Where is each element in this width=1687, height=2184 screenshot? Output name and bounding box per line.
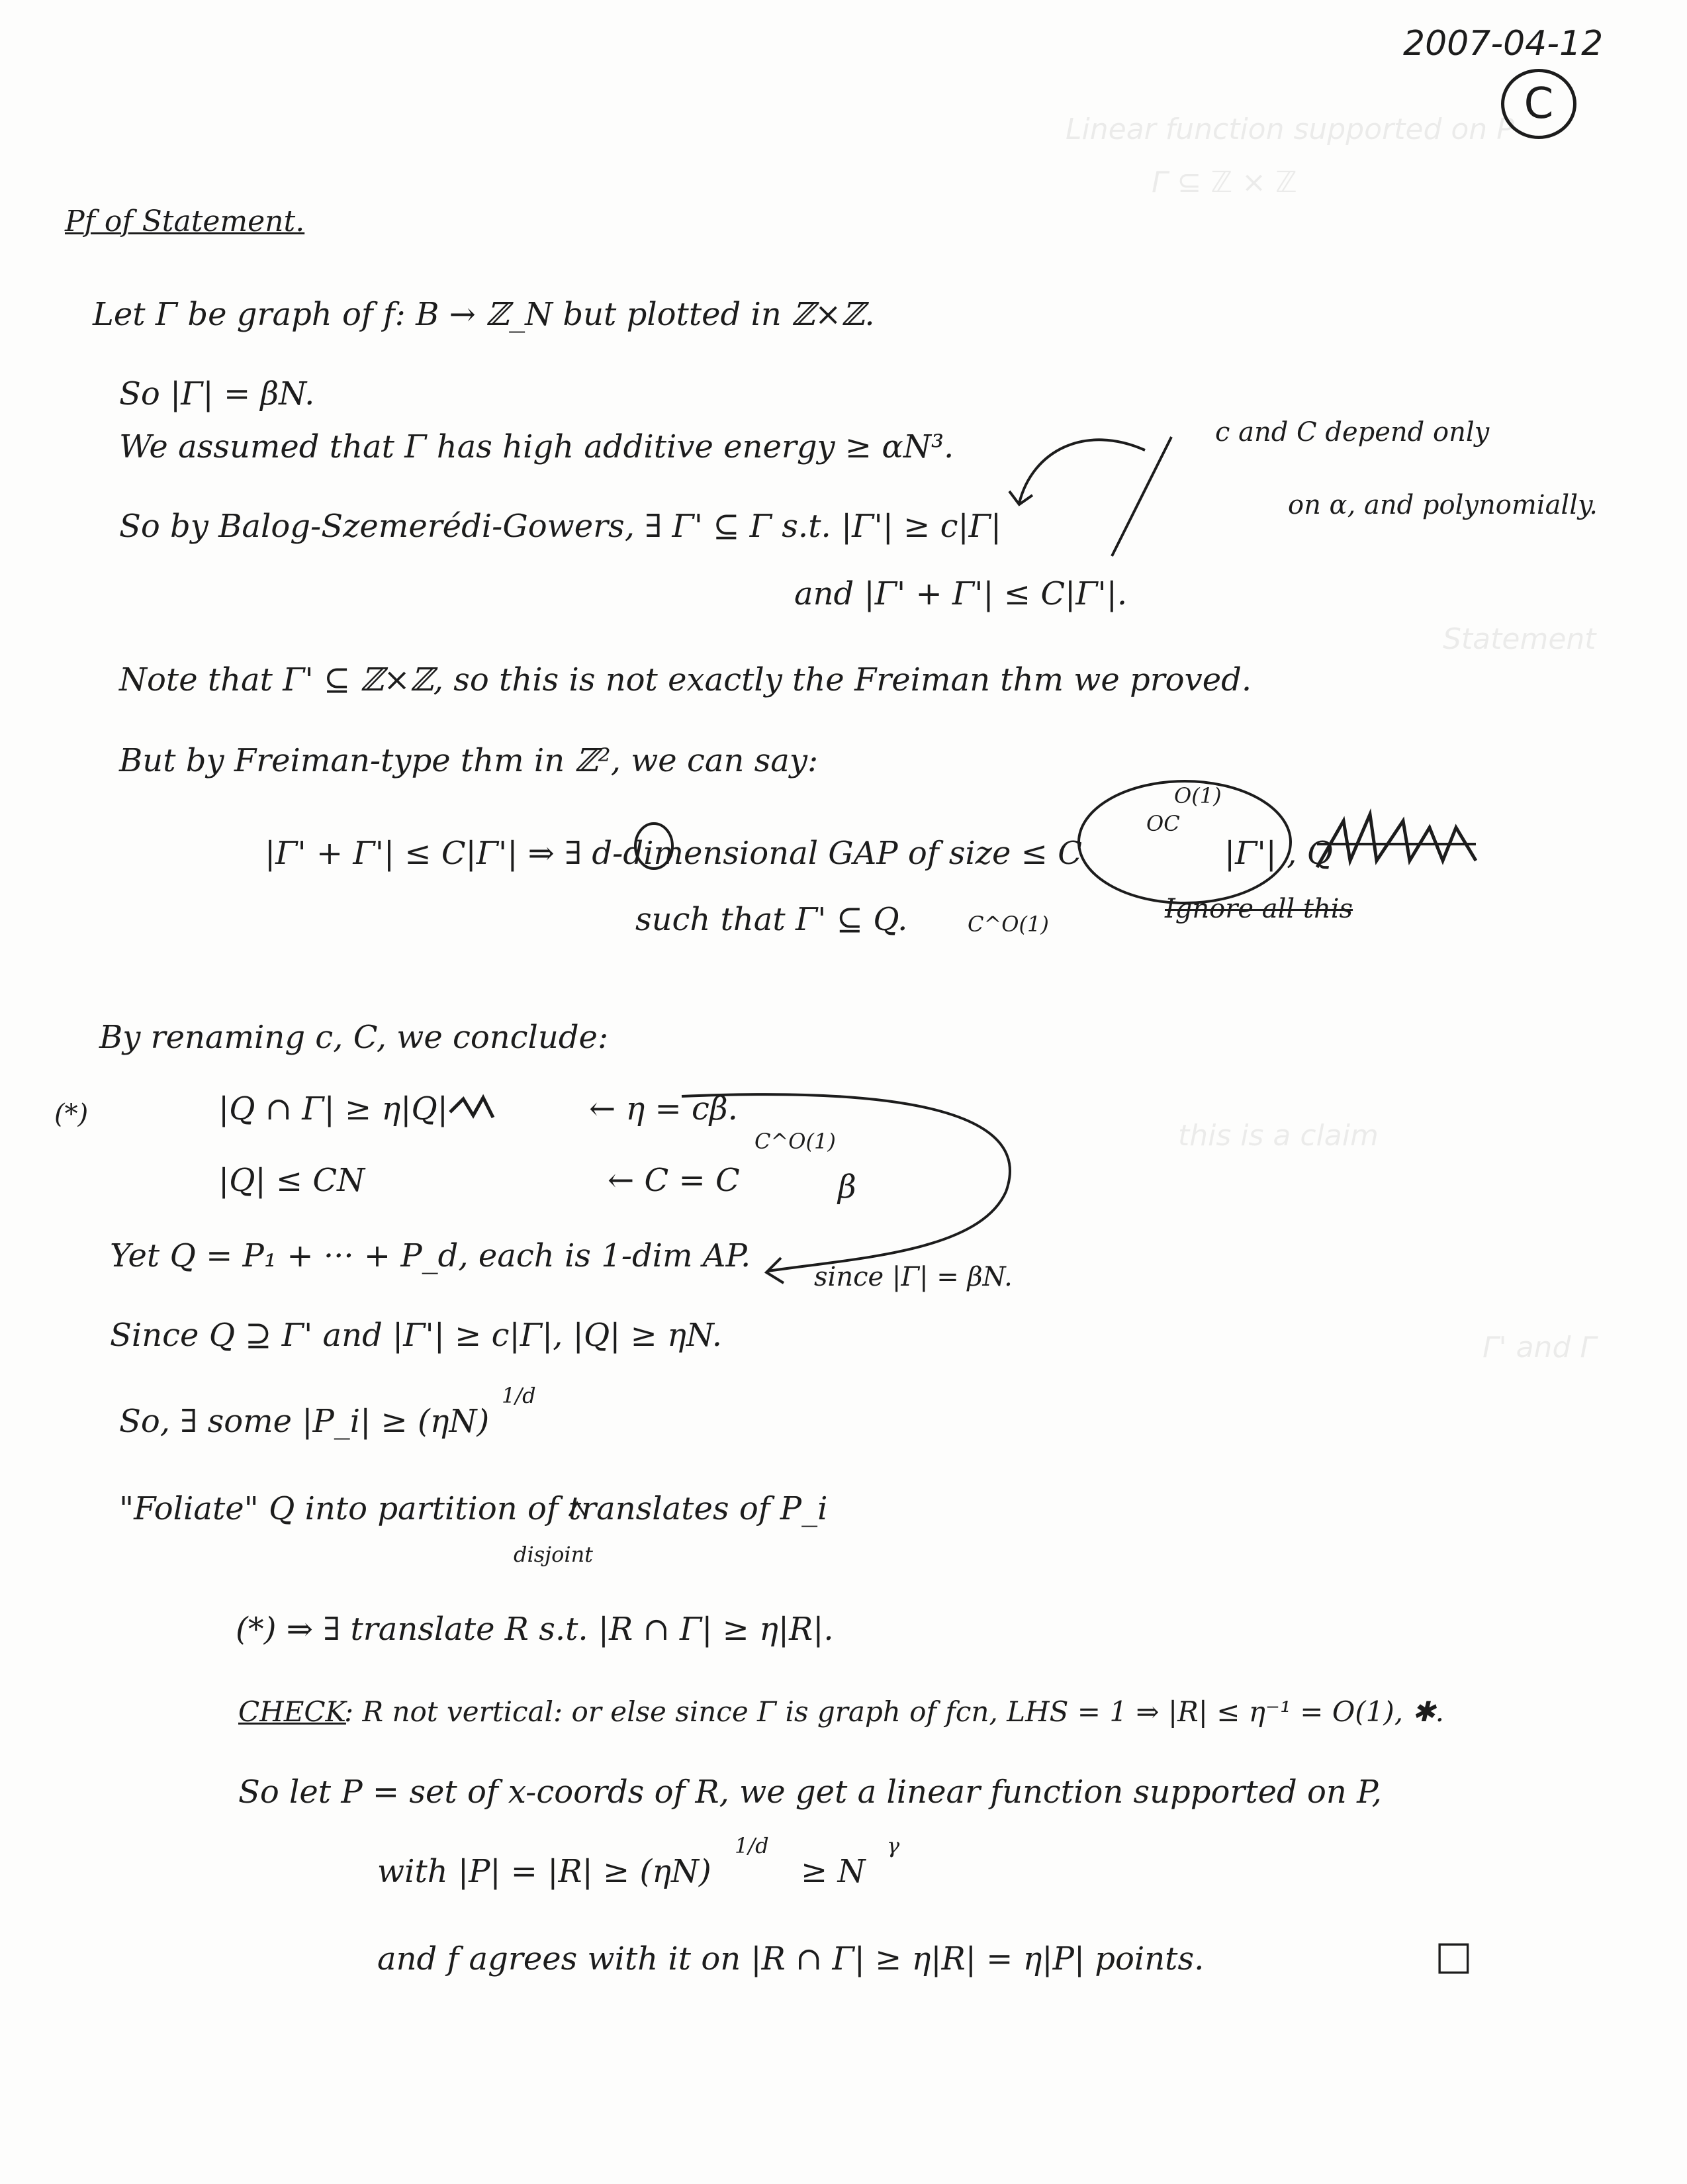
side-note: on α, and polynomially. xyxy=(1288,490,1598,520)
proof-line: So, ∃ some |P_i| ≥ (ηN) xyxy=(119,1403,490,1440)
bleed-text: Γ' and Γ xyxy=(1482,1331,1596,1364)
proof-line: So by Balog-Szemerédi-Gowers, ∃ Γ' ⊆ Γ s.t. |Γ'| ≥ c|Γ| xyxy=(119,508,1002,545)
proof-line: such that Γ' ⊆ Q. xyxy=(635,901,908,938)
side-note: since |Γ| = βN. xyxy=(814,1262,1013,1292)
equation: |Q| ≤ CN xyxy=(218,1162,365,1199)
equation-note: ← C = C xyxy=(608,1162,740,1199)
proof-line: and |Γ' + Γ'| ≤ C|Γ'|. xyxy=(794,575,1128,612)
proof-line: By renaming c, C, we conclude: xyxy=(99,1019,609,1056)
exponent: 1/d xyxy=(735,1833,769,1858)
bleed-text: this is a claim xyxy=(1178,1119,1379,1153)
exponent: C^O(1) xyxy=(968,912,1049,937)
equation: |Q ∩ Γ| ≥ η|Q| xyxy=(218,1090,448,1127)
scribble xyxy=(1317,814,1476,867)
proof-line: with |P| = |R| ≥ (ηN) xyxy=(377,1853,711,1890)
proof-line: "Foliate" Q into partition of translates of P_i xyxy=(119,1490,828,1527)
bleed-text: Γ ⊆ ℤ × ℤ xyxy=(1152,166,1297,199)
proof-line: Note that Γ' ⊆ ℤ×ℤ, so this is not exactly the Freiman thm we proved. xyxy=(119,661,1252,698)
curved-arrow xyxy=(682,1094,1010,1271)
caret-mark xyxy=(569,1503,585,1516)
proof-line: |Γ'| , Q xyxy=(1224,835,1333,872)
proof-line: We assumed that Γ has high additive energy ≥ αN³. xyxy=(119,428,954,465)
proof-line: Yet Q = P₁ + ··· + P_d, each is 1-dim AP. xyxy=(110,1237,751,1274)
proof-line: (*) ⇒ ∃ translate R s.t. |R ∩ Γ| ≥ η|R|. xyxy=(236,1611,834,1648)
circled-page-mark: C xyxy=(1501,69,1576,139)
struck-note: Ignore all this xyxy=(1165,894,1353,924)
proof-line: and f agrees with it on |R ∩ Γ| ≥ η|R| = η|P| points. xyxy=(377,1940,1205,1977)
proof-title: Pf of Statement. xyxy=(65,205,305,238)
star-label: (*) xyxy=(54,1099,89,1129)
proof-line: ≥ N xyxy=(801,1853,866,1890)
exponent: OC xyxy=(1146,811,1180,836)
proof-line: Let Γ be graph of f: B → ℤ_N but plotted in ℤ×ℤ. xyxy=(93,296,875,333)
proof-line: : R not vertical: or else since Γ is graph of fcn, LHS = 1 ⇒ |R| ≤ η⁻¹ = O(1), ✱. xyxy=(344,1695,1444,1728)
circle-mark xyxy=(1079,781,1291,903)
exponent: O(1) xyxy=(1174,783,1222,808)
bleed-text: Linear function supported on P xyxy=(1066,113,1514,146)
proof-line: So let P = set of x-coords of R, we get a linear function supported on P, xyxy=(238,1774,1382,1811)
proof-line: |Γ' + Γ'| ≤ C|Γ'| ⇒ ∃ d-dimensional GAP of size ≤ C xyxy=(265,835,1082,872)
circle-mark xyxy=(635,824,672,869)
proof-line: But by Freiman-type thm in ℤ², we can say: xyxy=(119,742,819,779)
exponent: γ xyxy=(887,1833,900,1858)
check-label: CHECK xyxy=(238,1695,346,1728)
annotation: disjoint xyxy=(514,1542,594,1567)
proof-line: Since Q ⊇ Γ' and |Γ'| ≥ c|Γ|, |Q| ≥ ηN. xyxy=(110,1317,723,1354)
side-note: c and C depend only xyxy=(1215,417,1490,448)
bleed-text: Statement xyxy=(1443,622,1596,656)
exponent: 1/d xyxy=(502,1383,536,1408)
proof-line: So |Γ| = βN. xyxy=(119,375,315,412)
exponent: C^O(1) xyxy=(754,1129,836,1154)
page-date: 2007-04-12 xyxy=(1403,24,1604,64)
equation-note: β xyxy=(838,1168,856,1206)
curved-arrow xyxy=(1019,440,1145,503)
qed-box: □ xyxy=(1435,1932,1473,1979)
equation-note: ← η = cβ. xyxy=(589,1090,738,1127)
connector-stroke xyxy=(1112,437,1171,556)
scribble xyxy=(450,1098,493,1117)
